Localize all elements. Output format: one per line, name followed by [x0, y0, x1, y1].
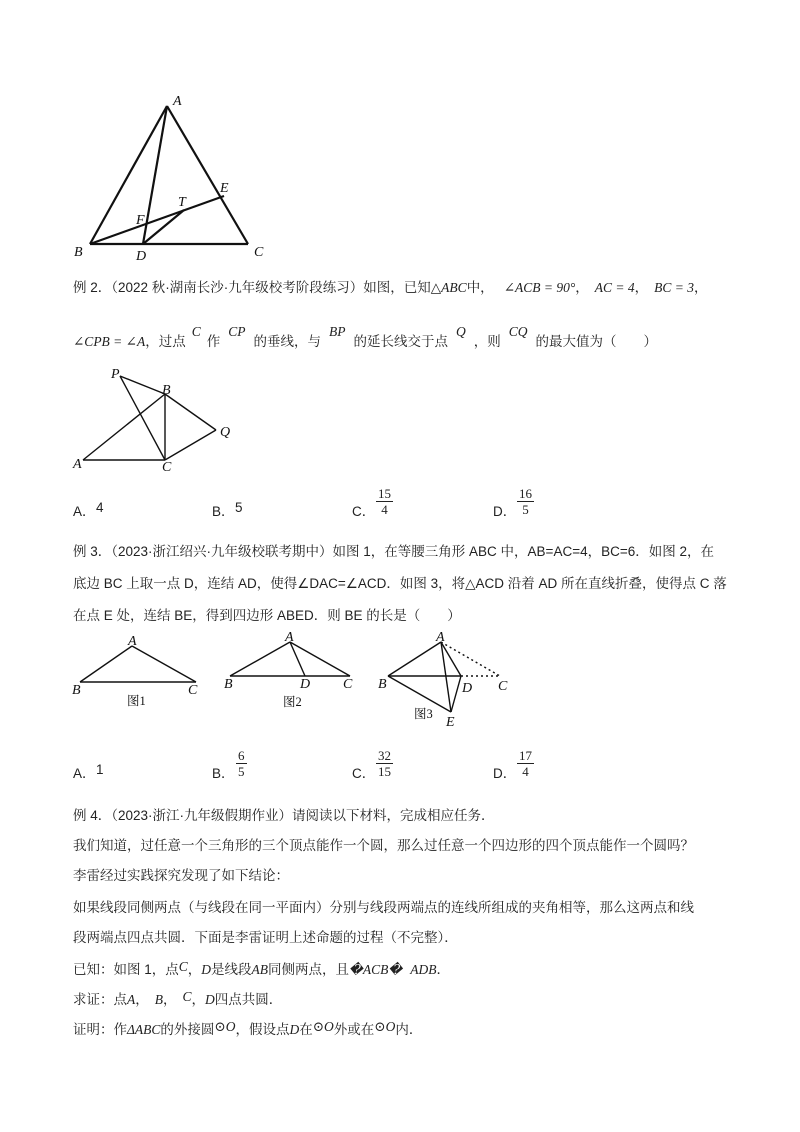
text: 的垂线，与: [253, 334, 322, 349]
figure-triangle-abc-ef: [70, 88, 270, 268]
label-D: D: [300, 677, 311, 692]
numerator: 32: [378, 748, 391, 763]
example-2-source: （2022 秋·湖南长沙·九年级校考阶段练习）: [111, 280, 364, 295]
label-C: C: [254, 245, 264, 260]
example-2-prefix: 例 2．: [73, 280, 112, 295]
example-3-line-2: 底边 BC 上取一点 D，连结 AD，使得∠DAC=∠ACD．如图 3，将△ACD 沿着 AD 所在直线折叠，使得点 C 落: [73, 576, 727, 591]
option-b-label: B．: [212, 504, 235, 519]
numerator: 15: [378, 486, 391, 501]
example-4-line-5: 段两端点四点共圆．下面是李雷证明上述命题的过程（不完整）．: [73, 930, 458, 945]
option-c-fraction: [376, 486, 393, 517]
option-c-fraction: [376, 748, 393, 779]
example-4-line-4: 如果线段同侧两点（与线段在同一平面内）分别与线段两端点的连线所组成的夹角相等，那么这两点和线: [73, 900, 694, 915]
option-d-label: D．: [493, 766, 517, 781]
text: 同侧两点，且: [268, 962, 350, 977]
example-4-line-2: 我们知道，过任意一个三角形的三个顶点能作一个圆，那么过任意一个四边形的四个顶点能作一个圆吗？: [73, 838, 694, 853]
text: 在: [299, 1022, 313, 1037]
example-3-line-3: 在点 E 处，连结 BE，得到四边形 ABED．则 BE 的长是（ ）: [73, 608, 461, 623]
label-E: E: [446, 715, 455, 730]
circle-o: ⊙O: [214, 1019, 236, 1034]
label-B: B: [224, 677, 233, 692]
label-B: B: [74, 245, 83, 260]
option-a-value: 4: [96, 500, 104, 515]
denominator: 4: [381, 502, 388, 517]
text: ，: [187, 962, 202, 977]
label-A: A: [436, 630, 445, 645]
label-A: A: [285, 630, 294, 645]
option-a-label: A．: [73, 766, 96, 781]
text: ，: [191, 992, 206, 1007]
point-q: Q: [456, 324, 466, 339]
circle-o: ⊙O: [374, 1019, 396, 1034]
text: 四点共圆．: [214, 992, 283, 1007]
option-b-fraction: [236, 748, 247, 779]
example-2-line-1: [73, 276, 708, 296]
triangle-abc: △ABC: [430, 280, 467, 295]
segment-cq: CQ: [508, 324, 528, 339]
option-b-label: B．: [212, 766, 235, 781]
point-c: C: [178, 959, 188, 974]
text: 外或在: [333, 1022, 375, 1037]
label-D: D: [462, 681, 473, 696]
angle-adb: ADB: [410, 962, 437, 977]
text: 证明：作: [73, 1022, 127, 1037]
label-B: B: [72, 683, 81, 698]
option-d-fraction: [517, 486, 534, 517]
text: 如图，已知: [363, 280, 431, 295]
label-C: C: [188, 683, 198, 698]
example-4-known: [73, 958, 450, 978]
text: 作: [206, 334, 221, 349]
example-4-line-3: 李雷经过实践探究发现了如下结论：: [73, 868, 289, 883]
text: ，: [135, 992, 149, 1007]
label-A: A: [73, 457, 82, 472]
option-a-label: A．: [73, 504, 96, 519]
label-A: A: [128, 634, 137, 649]
text: ，: [634, 280, 649, 295]
denominator: 5: [238, 764, 245, 779]
figure-example-2: [70, 364, 250, 474]
caption-fig1: 图1: [127, 694, 146, 708]
text: 是线段: [211, 962, 252, 977]
numerator: 17: [519, 748, 532, 763]
text: ，过点: [145, 334, 186, 349]
text: ，: [694, 280, 708, 295]
point-d: D: [201, 962, 212, 977]
bc-value: BC = 3: [654, 280, 695, 295]
numerator: 6: [238, 748, 245, 763]
segment-bp: BP: [329, 324, 346, 339]
label-E: E: [220, 181, 229, 196]
text: ，则: [473, 334, 501, 349]
option-d-label: D．: [493, 504, 517, 519]
example-4-line-1: 例 4．（2023·浙江·九年级假期作业）请阅读以下材料，完成相应任务．: [73, 808, 495, 823]
point-a: A: [127, 992, 136, 1007]
angle-cpb: ∠CPB = ∠A: [73, 334, 146, 349]
option-c-label: C．: [352, 766, 376, 781]
figure-example-3-fig1: [70, 632, 210, 712]
point-b: B: [154, 992, 163, 1007]
angle-acb: �ACB�: [349, 962, 403, 977]
point-d: D: [205, 992, 215, 1007]
label-P: P: [111, 367, 120, 382]
denominator: 4: [522, 764, 529, 779]
label-C: C: [162, 460, 172, 475]
label-D: D: [136, 249, 147, 264]
segment-cp: CP: [228, 324, 246, 339]
ac-value: AC = 4: [594, 280, 635, 295]
caption-fig2: 图2: [283, 695, 302, 709]
label-Q: Q: [220, 425, 231, 440]
label-C: C: [498, 679, 508, 694]
segment-ab: AB: [251, 962, 269, 977]
angle-acb: ∠ACB = 90°: [503, 280, 576, 295]
label-A: A: [173, 94, 182, 109]
triangle-abc: ΔABC: [127, 1022, 161, 1037]
label-F: F: [136, 213, 145, 228]
figure-example-3-fig2: [222, 628, 362, 712]
text: 求证：点: [73, 992, 127, 1007]
circle-o: ⊙O: [312, 1019, 334, 1034]
option-b-value: 5: [235, 500, 243, 515]
text: ，: [163, 992, 177, 1007]
denominator: 5: [522, 502, 529, 517]
label-C: C: [343, 677, 353, 692]
example-2-line-2: [73, 324, 658, 350]
text: ，假设点: [235, 1022, 290, 1037]
text: ，: [575, 280, 589, 295]
example-4-prove: [73, 988, 282, 1008]
label-B: B: [378, 677, 387, 692]
point-c: C: [191, 324, 201, 339]
text: 的最大值为（ ）: [535, 334, 658, 349]
figure-example-3-fig3: [372, 628, 522, 728]
label-B: B: [162, 383, 171, 398]
text: 已知：如图 1，点: [73, 962, 179, 977]
example-3-line-1: 例 3．（2023·浙江绍兴·九年级校联考期中）如图 1，在等腰三角形 ABC 中，AB=AC=4，BC=6．如图 2，在: [73, 544, 714, 559]
option-d-fraction: [517, 748, 534, 779]
text: 内．: [395, 1022, 423, 1037]
text: 中，: [466, 280, 494, 295]
text: ．: [436, 962, 450, 977]
example-4-proof: [73, 1018, 422, 1038]
denominator: 15: [378, 764, 391, 779]
numerator: 16: [519, 486, 532, 501]
option-a-value: 1: [96, 762, 104, 777]
point-c: C: [182, 989, 192, 1004]
text: 的外接圆: [160, 1022, 215, 1037]
label-T: T: [178, 195, 186, 210]
option-c-label: C．: [352, 504, 376, 519]
caption-fig3: 图3: [414, 707, 433, 721]
point-d: D: [289, 1022, 300, 1037]
text: 的延长线交于点: [353, 334, 449, 349]
